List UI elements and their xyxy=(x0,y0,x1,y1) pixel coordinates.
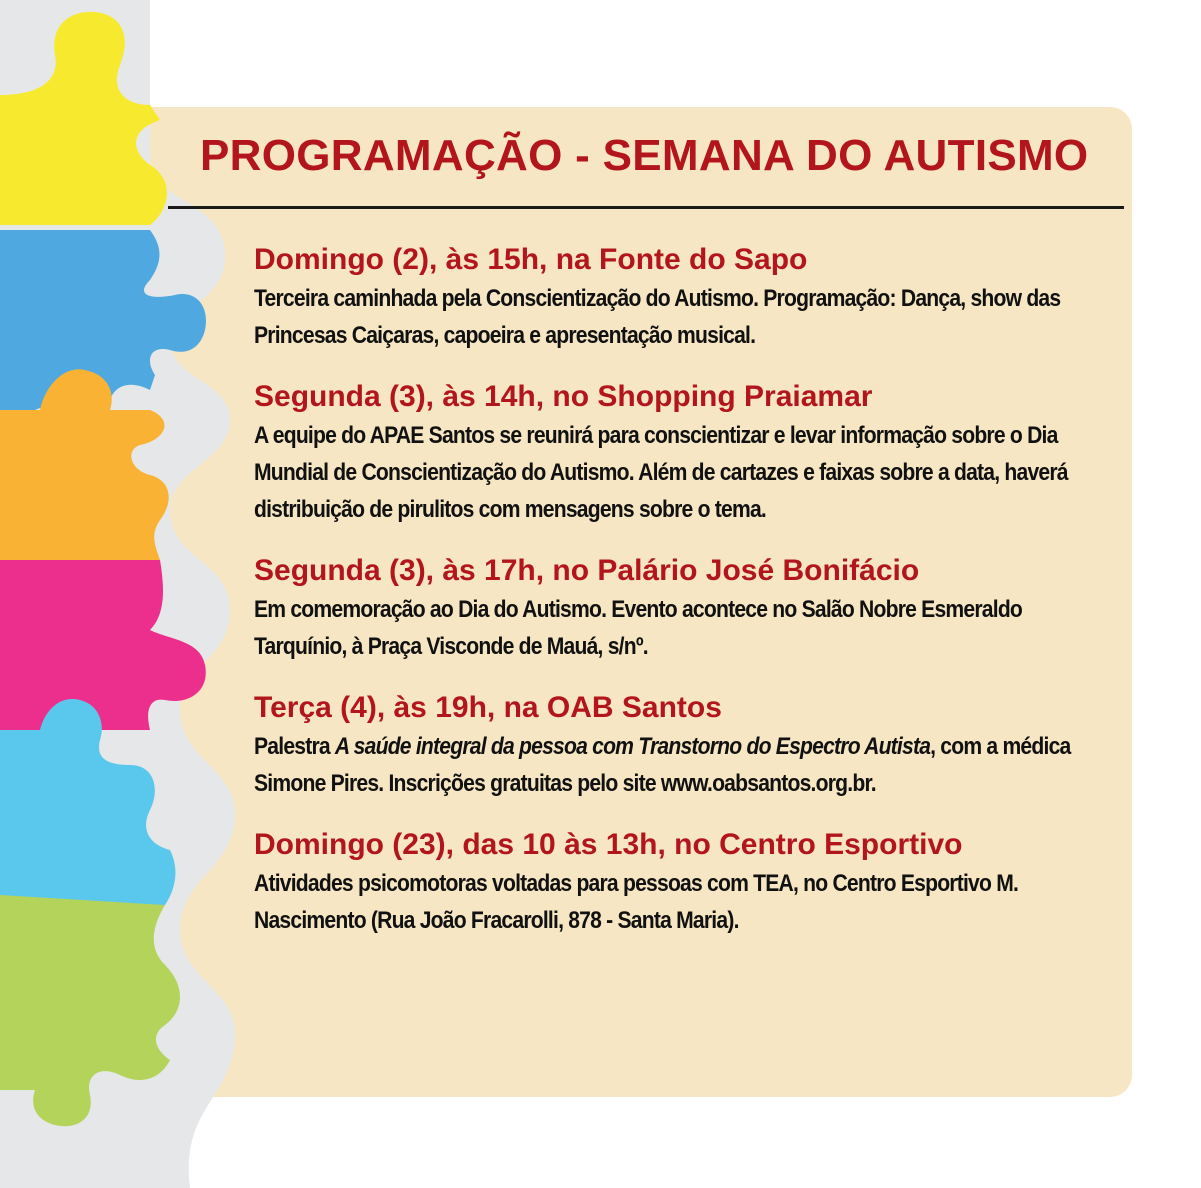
event-item xyxy=(254,688,1114,802)
event-description xyxy=(254,728,1116,802)
event-item xyxy=(254,240,1114,354)
event-description: A equipe do APAE Santos se reunirá para conscientizar e levar informação sobre o Dia Mundial de Conscientização do Autismo. Além de cartazes e faixas sobre a data, haverá distribuição de pirulitos com mensagens sobre o tema. xyxy=(254,422,1068,523)
event-title: Terça (4), às 19h, na OAB Santos xyxy=(254,691,722,724)
event-title: Domingo (2), às 15h, na Fonte do Sapo xyxy=(254,243,808,276)
event-title: Segunda (3), às 17h, no Palário José Bonifácio xyxy=(254,554,920,587)
event-item xyxy=(254,551,1114,665)
event-description-text: Palestra xyxy=(254,733,335,760)
event-title: Domingo (23), das 10 às 13h, no Centro Esportivo xyxy=(254,828,963,861)
lecture-title: A saúde integral da pessoa com Transtorno do Espectro Autista xyxy=(334,733,931,760)
event-description: Terceira caminhada pela Conscientização do Autismo. Programação: Dança, show das Princesas Caiçaras, capoeira e apresentação musical. xyxy=(254,285,1061,349)
event-description: Em comemoração ao Dia do Autismo. Evento acontece no Salão Nobre Esmeraldo Tarquínio, à Praça Visconde de Mauá, s/nº. xyxy=(254,596,1023,660)
event-description-text: , com a médica Simone Pires. Inscrições gratuitas pelo site www.oabsantos.org.br. xyxy=(254,733,1071,797)
page-title: PROGRAMAÇÃO - SEMANA DO AUTISMO xyxy=(200,131,1089,180)
event-item xyxy=(254,377,1114,528)
event-list xyxy=(254,240,1114,962)
event-item xyxy=(254,825,1114,939)
title-divider xyxy=(168,206,1124,209)
event-description: Atividades psicomotoras voltadas para pessoas com TEA, no Centro Esportivo M. Nascimento (Rua João Fracarolli, 878 - Santa Maria). xyxy=(254,870,1019,934)
event-title: Segunda (3), às 14h, no Shopping Praiamar xyxy=(254,380,873,413)
